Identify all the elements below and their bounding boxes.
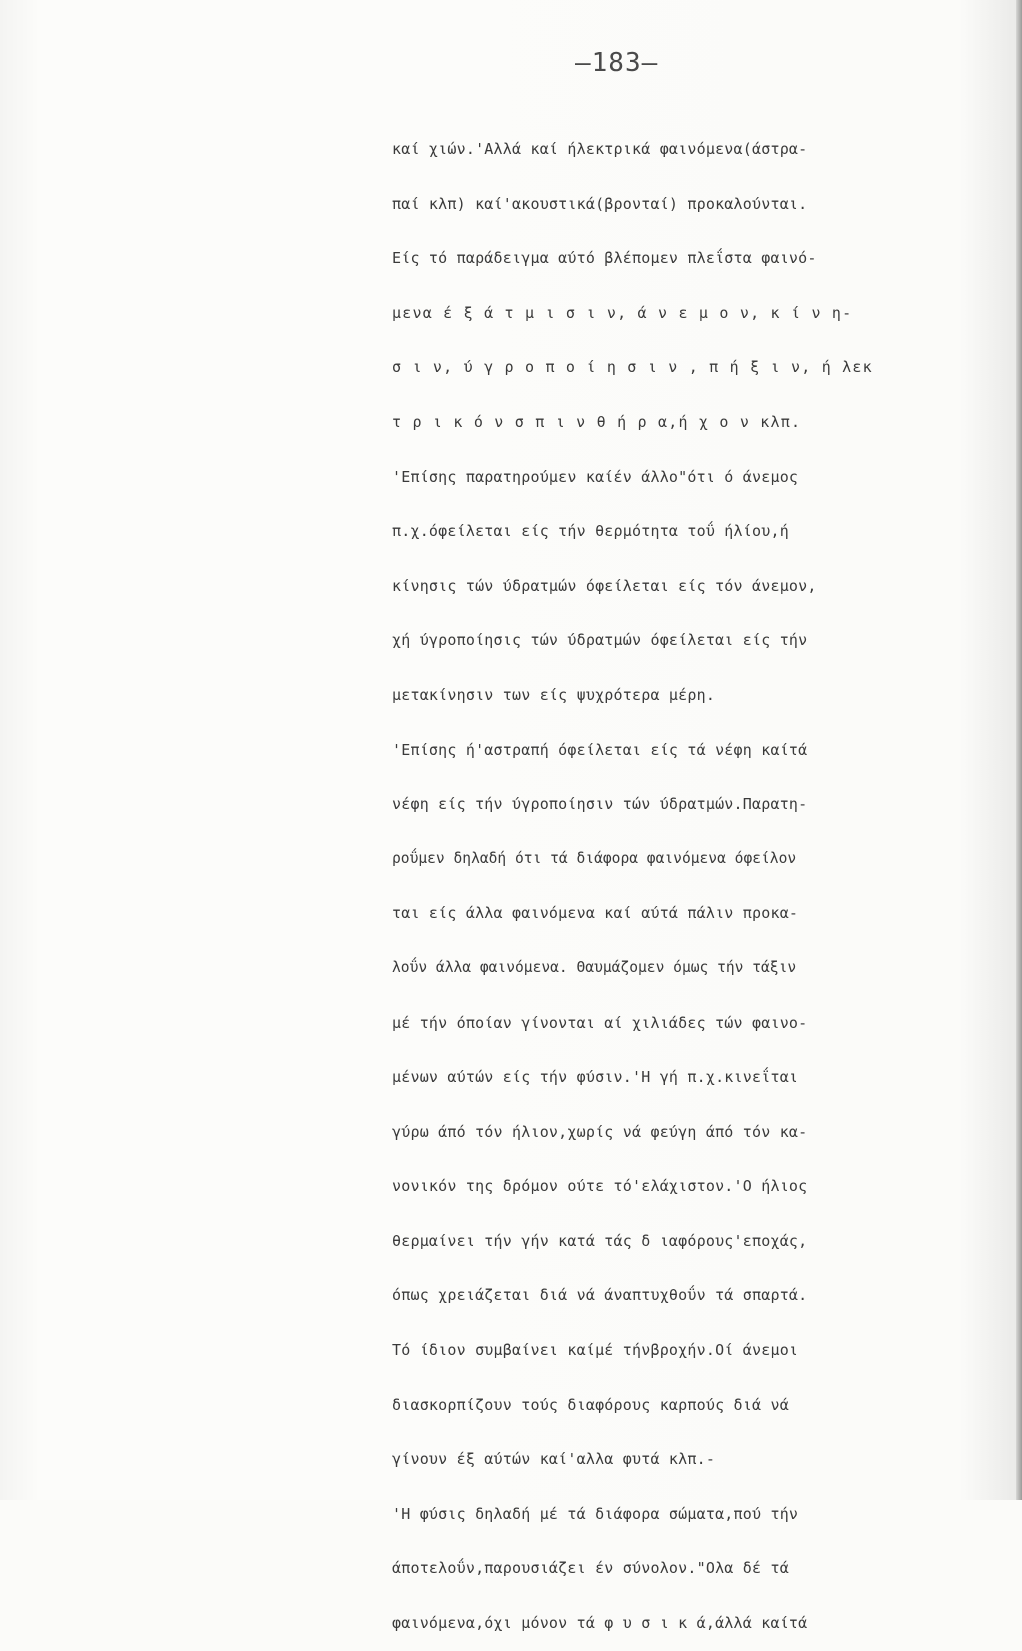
text-line: παί κλπ) καί'ακουστικά(βρονταί) προκαλούνται. xyxy=(392,194,808,213)
text-line: όπως χρειάζεται διά νά άναπτυχθοΰν τά σπαρτά. xyxy=(392,1286,808,1305)
text-line: γίνουν έξ αύτών καί'αλλα φυτά κλπ.- xyxy=(392,1450,716,1469)
text-line: άποτελοΰν,παρουσιάζει έν σύνολον."Ολα δέ τά xyxy=(392,1559,789,1578)
page-number: —183— xyxy=(575,48,659,78)
text-line: νονικόν της δρόμον ούτε τό'ελάχιστον.'Ο ήλιος xyxy=(392,1177,808,1196)
text-line: 'Η φύσις δηλαδή μέ τά διάφορα σώματα,πού τήν xyxy=(392,1504,799,1523)
text-line: φαινόμενα,όχι μόνον τά φ υ σ ι κ ά,άλλά καίτά xyxy=(392,1614,808,1633)
text-line: 'Επίσης ή'αστραπή όφείλεται είς τά νέφη καίτά xyxy=(392,740,808,759)
text-line: Είς τό παράδειγμα αύτό βλέπομεν πλεΐστα φαινό- xyxy=(392,249,817,268)
text-line: Τό ίδιον συμβαίνει καίμέ τήνβροχήν.Οί άνεμοι xyxy=(392,1341,799,1360)
text-line: κίνησις τών ύδρατμών όφείλεται είς τόν άνεμον, xyxy=(392,576,817,595)
text-line: μένων αύτών είς τήν φύσιν.'Η γή π.χ.κινεΐται xyxy=(392,1068,799,1087)
text-line: λοΰν άλλα φαινόμενα. Θαυμάζομεν όμως τήν τάξιν xyxy=(392,958,797,976)
text-line: καί χιών.'Αλλά καί ήλεκτρικά φαινόμενα(άστρα- xyxy=(392,140,808,158)
text-line: ται είς άλλα φαινόμενα καί αύτά πάλιν προκα- xyxy=(392,904,799,923)
text-line: γύρω άπό τόν ήλιον,χωρίς νά φεύγη άπό τόν κα- xyxy=(392,1122,808,1141)
text-line: μέ τήν όποίαν γίνονται αί χιλιάδες τών φαινο- xyxy=(392,1013,808,1032)
text-line: χή ύγροποίησις τών ύδρατμών όφείλεται είς τήν xyxy=(392,631,808,650)
text-line: τ ρ ι κ ό ν σ π ι ν θ ή ρ α,ή χ ο ν κλπ. xyxy=(392,412,802,431)
text-line: θερμαίνει τήν γήν κατά τάς δ ιαφόρους'εποχάς, xyxy=(392,1231,808,1250)
text-line: ροΰμεν δηλαδή ότι τά διάφορα φαινόμενα όφείλον xyxy=(392,849,797,867)
typed-text-body xyxy=(392,122,992,1651)
text-line: νέφη είς τήν ύγροποίησιν τών ύδρατμών.Παρατη- xyxy=(392,795,808,814)
text-line: μετακίνησιν των είς ψυχρότερα μέρη. xyxy=(392,685,716,704)
page-edge-shadow xyxy=(1016,0,1022,1500)
text-line: σ ι ν, ύ γ ρ ο π ο ί η σ ι ν , π ή ξ ι ν, ή λεκ xyxy=(392,358,873,377)
text-line: π.χ.όφείλεται είς τήν θερμότητα τοΰ ήλίου,ή xyxy=(392,522,789,541)
text-line: μενα έ ξ ά τ μ ι σ ι ν, ά ν ε μ ο ν, κ ί ν η- xyxy=(392,303,853,322)
text-line: 'Επίσης παρατηρούμεν καίέν άλλο"ότι ό άνεμος xyxy=(392,467,799,486)
text-line: διασκορπίζουν τούς διαφόρους καρπούς διά νά xyxy=(392,1395,789,1414)
